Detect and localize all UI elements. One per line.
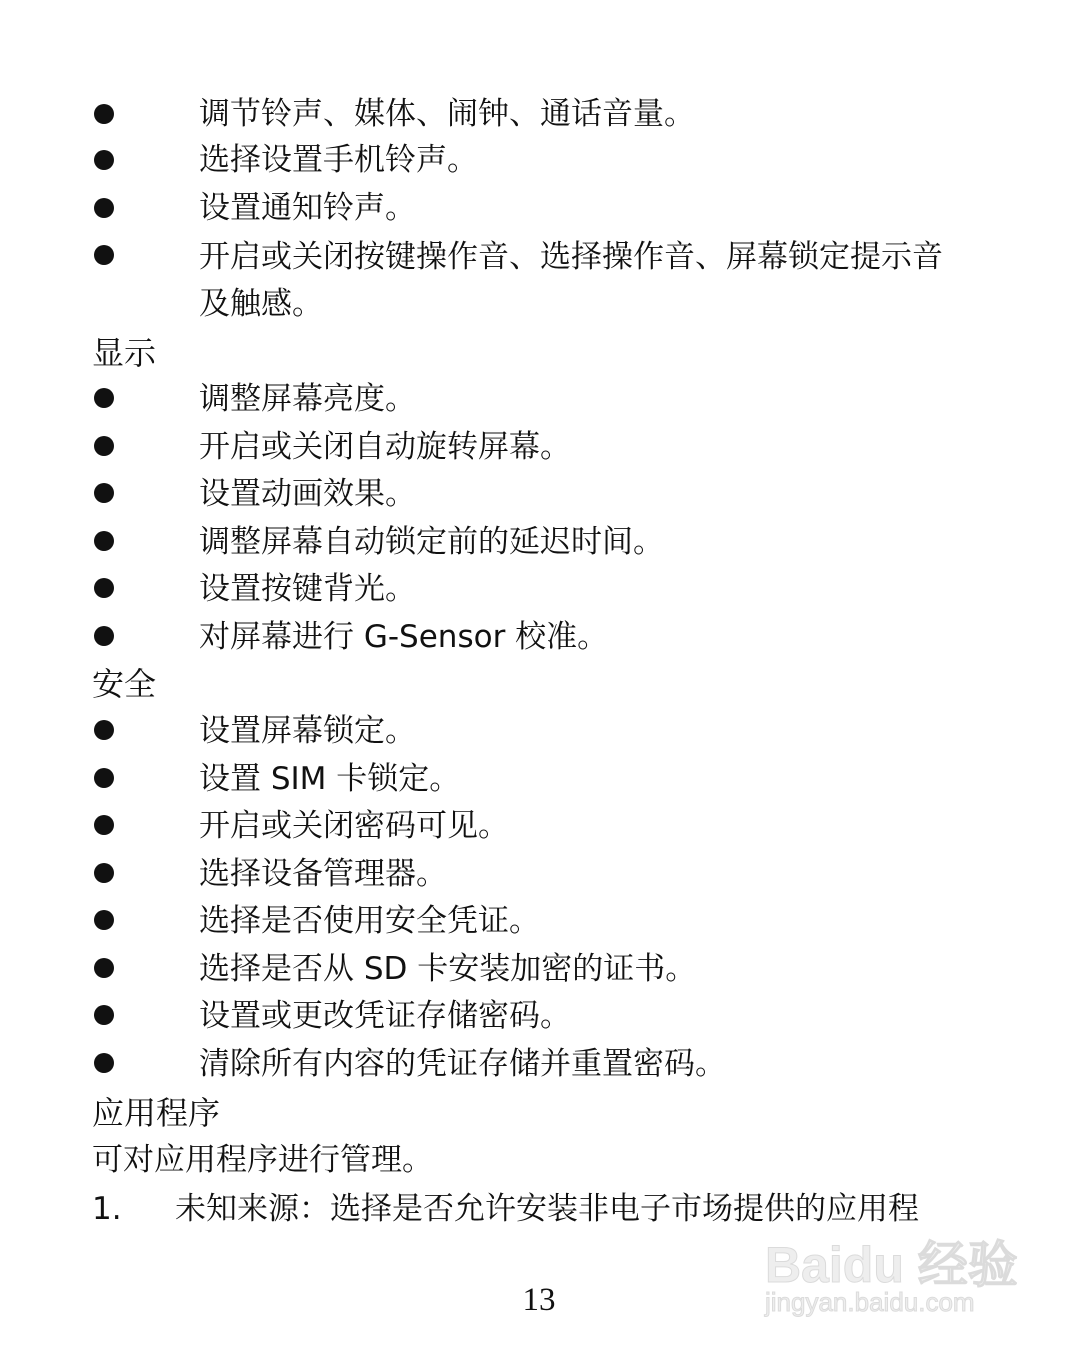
list-item: 选择是否使用安全凭证。 [199, 903, 540, 939]
list-item: 调整屏幕自动锁定前的延迟时间。 [199, 524, 664, 560]
list-item: 开启或关闭按键操作音、选择操作音、屏幕锁定提示音 [199, 239, 943, 275]
list-item: 设置 SIM 卡锁定。 [199, 761, 461, 797]
list-item-continuation: 及触感。 [199, 286, 323, 322]
bullet-icon [94, 531, 114, 551]
bullet-icon [94, 245, 114, 265]
list-item: 设置按键背光。 [199, 571, 416, 607]
list-item: 选择是否从 SD 卡安装加密的证书。 [199, 951, 697, 987]
section-heading-display: 显示 [92, 334, 157, 372]
bullet-icon [94, 910, 114, 930]
list-item: 调整屏幕亮度。 [199, 381, 416, 417]
item-number: 1. [92, 1191, 122, 1227]
section-heading-apps: 应用程序 [92, 1094, 221, 1132]
bullet-icon [94, 1005, 114, 1025]
bullet-icon [94, 958, 114, 978]
bullet-icon [94, 815, 114, 835]
list-item: 开启或关闭密码可见。 [199, 808, 509, 844]
bullet-icon [94, 150, 114, 170]
bullet-icon [94, 483, 114, 503]
list-item: 设置动画效果。 [199, 476, 416, 512]
bullet-icon [94, 436, 114, 456]
bullet-icon [94, 768, 114, 788]
bullet-icon [94, 720, 114, 740]
bullet-icon [94, 388, 114, 408]
bullet-icon [94, 104, 114, 124]
list-item: 选择设备管理器。 [199, 856, 447, 892]
list-item: 设置通知铃声。 [199, 190, 416, 226]
bullet-icon [94, 1053, 114, 1073]
bullet-icon [94, 198, 114, 218]
list-item: 设置或更改凭证存储密码。 [199, 998, 571, 1034]
item-text: 未知来源：选择是否允许安装非电子市场提供的应用程 [175, 1191, 919, 1227]
page-number: 13 [522, 1282, 556, 1318]
watermark-url: jingyan.baidu.com [765, 1287, 975, 1317]
bullet-icon [94, 578, 114, 598]
list-item: 对屏幕进行 G-Sensor 校准。 [199, 619, 609, 655]
section-heading-security: 安全 [92, 665, 157, 703]
watermark-brand: Baidu 经验 [765, 1237, 1018, 1293]
list-item: 开启或关闭自动旋转屏幕。 [199, 429, 571, 465]
list-item: 清除所有内容的凭证存储并重置密码。 [199, 1046, 726, 1082]
apps-intro: 可对应用程序进行管理。 [92, 1142, 433, 1178]
bullet-icon [94, 863, 114, 883]
list-item: 调节铃声、媒体、闹钟、通话音量。 [199, 96, 695, 132]
bullet-icon [94, 626, 114, 646]
list-item: 选择设置手机铃声。 [199, 142, 478, 178]
list-item: 设置屏幕锁定。 [199, 713, 416, 749]
